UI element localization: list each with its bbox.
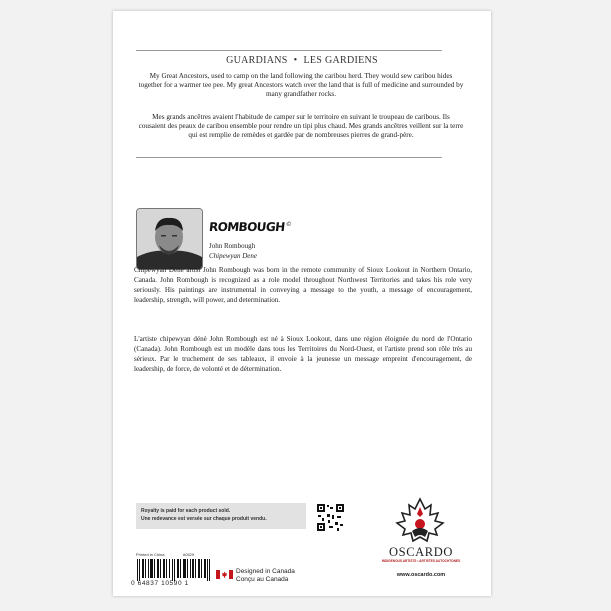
- artwork-title: [113, 55, 491, 66]
- title-english: GUARDIANS: [226, 55, 288, 66]
- qr-code: [317, 504, 344, 531]
- product-card-back: [113, 11, 491, 596]
- upc-barcode: [133, 559, 217, 581]
- poem-french: Mes grands ancêtres avaient l'habitude de camper sur le territoire en suivant le troupeau de caribous. Ils cousaient des peaux de caribou ensemble pour rendre un tipi plus chaud. Mes grands ancêtres veillent sur la terre qui est remplie de remèdes et gardée par de nombreuses pierres de grand-père.: [138, 113, 464, 139]
- signature-mark: ©: [285, 221, 292, 228]
- brand-name: OSCARDO: [389, 545, 453, 559]
- canada-flag-icon: [216, 570, 233, 579]
- printed-in-label: Printed in China: [136, 552, 165, 557]
- artist-signature: [208, 220, 291, 234]
- royalty-english: Royalty is paid for each product sold.: [141, 508, 231, 514]
- designed-french: Conçu au Canada: [236, 576, 289, 583]
- bio-french: L'artiste chipewyan dénè John Rombough est né à Sioux Lookout, dans une région éloignée du nord de l'Ontario (Canada). John Rombough est un modèle dans tous les Territoires du Nord-Ouest, et l'artiste prend son rôle très au sérieux. Par le truchement de ses tableaux, il envoie à la jeunesse un message empreint d'encouragement, de leadership, de force, de volonté et de détermination.: [134, 335, 472, 373]
- oscardo-logo-icon: [385, 497, 455, 547]
- artist-photo: [136, 208, 203, 270]
- barcode-number: 0 64837 10590 1: [131, 580, 189, 587]
- royalty-notice: [136, 503, 306, 529]
- bio-english: Chipewyan Dene artist John Rombough was born in the remote community of Sioux Lookout in Northern Ontario, Canada. John Rombough is recognized as a role model throughout Northwest Territories and takes his role very seriously. His paintings are instrumental in conveying a message to the youth, a message of encouragement, leadership, strength, will power, and determination.: [134, 266, 472, 304]
- sku-label: #0529: [183, 552, 195, 557]
- artist-nation: Chipewyan Dene: [209, 252, 258, 260]
- title-separator: •: [293, 55, 298, 66]
- poem-divider: [136, 157, 442, 158]
- artist-name: John Rombough: [209, 242, 256, 250]
- top-divider: [136, 50, 442, 51]
- designed-english: Designed in Canada: [236, 568, 295, 575]
- designed-in-canada: [236, 568, 295, 584]
- royalty-french: Une redevance est versée sur chaque produit vendu.: [141, 516, 267, 522]
- poem-english: My Great Ancestors, used to camp on the land following the caribou herd. They would sew caribou hides together for a warmer tee pee. My great Ancestors watch over the land that is full of medicine and surrounded by many grandfather rocks.: [138, 72, 464, 98]
- brand-url: www.oscardo.com: [396, 572, 446, 578]
- brand-tagline: INDIGENOUS ARTISTS • ARTISTES AUTOCHTONES: [381, 559, 461, 563]
- signature-text: ROMBOUGH: [208, 220, 286, 234]
- title-french: LES GARDIENS: [303, 55, 378, 66]
- artist-portrait-image: [137, 209, 202, 269]
